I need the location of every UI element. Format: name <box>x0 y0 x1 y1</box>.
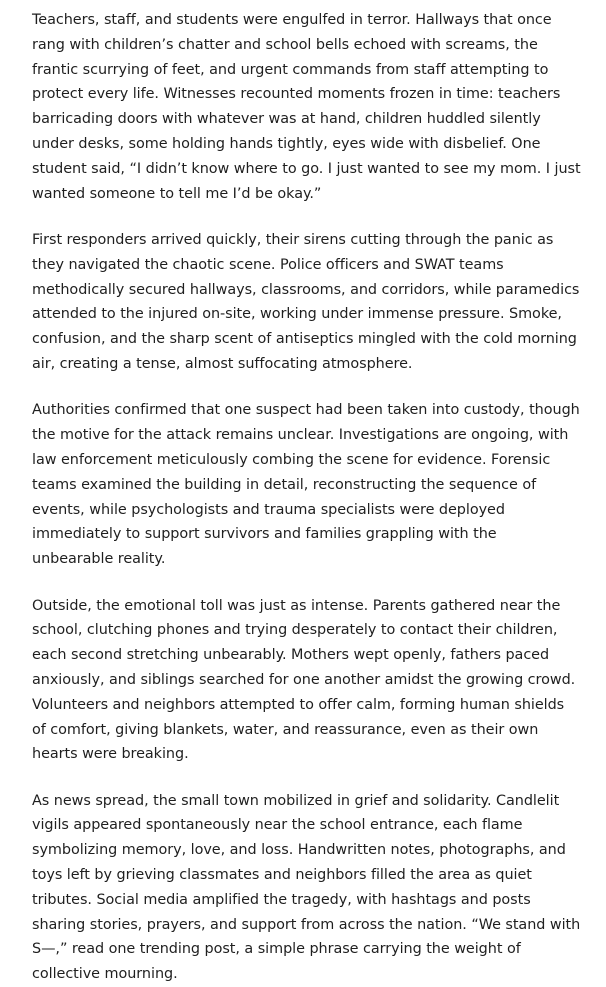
paragraph-investigation: Authorities confirmed that one suspect had been taken into custody, though the motive for the attack remains unclear. Investigations are ongoing, with law enforcement meticulously combing the scene for evidence. Forensic teams examined the building in detail, reconstructing the sequence of events, while psychologists and trauma specialists were deployed immediately to support survivors and families grappling with the unbearable reality. <box>32 402 580 568</box>
paragraph-aftermath-inside: Teachers, staff, and students were engulfed in terror. Hallways that once rang with children’s chatter and school bells echoed with screams, the frantic scurrying of feet, and urgent commands from staff attempting to protect every life. Witnesses recounted moments frozen in time: teachers barricading doors with whatever was at hand, children huddled silently under desks, some holding hands tightly, eyes wide with disbelief. One student said, “I didn’t know where to go. I just wanted to see my mom. I just wanted someone to tell me I’d be okay.” <box>32 12 581 202</box>
paragraph-community-grief: As news spread, the small town mobilized in grief and solidarity. Candlelit vigils appeared spontaneously near the school entrance, each flame symbolizing memory, love, and loss. Handwritten notes, photographs, and toys left by grieving classmates and neighbors filled the area as quiet tributes. Social media amplified the tragedy, with hashtags and posts sharing stories, prayers, and support from across the nation. “We stand with S—,” read one trending post, a simple phrase carrying the weight of collective mourning. <box>32 792 581 983</box>
paragraph-emotional-toll: Outside, the emotional toll was just as intense. Parents gathered near the school, clutching phones and trying desperately to contact their children, each second stretching unbearably. Mothers wept openly, fathers paced anxiously, and siblings searched for one another amidst the growing crowd. Volunteers and neighbors attempted to offer calm, forming human shields of comfort, giving blankets, water, and reassurance, even as their own hearts were breaking. <box>32 597 576 763</box>
paragraph-first-responders: First responders arrived quickly, their sirens cutting through the panic as they navigated the chaotic scene. Police officers and SWAT teams methodically secured hallways, classrooms, and corridors, while paramedics attended to the injured on-site, working under immense pressure. Smoke, confusion, and the sharp scent of antiseptics mingled with the cold morning air, creating a tense, almost suffocating atmosphere. <box>32 231 580 372</box>
